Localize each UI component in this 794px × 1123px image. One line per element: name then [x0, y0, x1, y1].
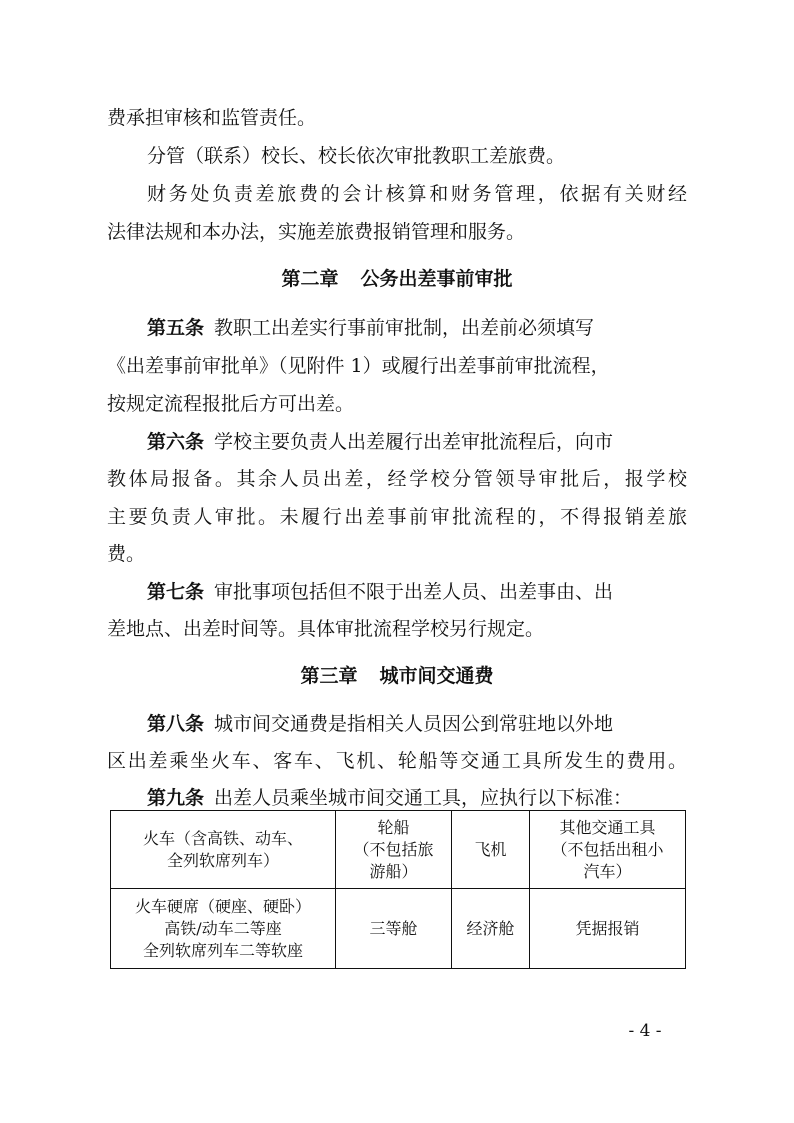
article-line: 区出差乘坐火车、客车、飞机、轮船等交通工具所发生的费用。	[107, 750, 687, 772]
article-line	[147, 786, 687, 810]
chapter-title: 公务出差事前审批	[360, 268, 513, 290]
article-text: 教职工出差实行事前审批制，出差前必须填写	[214, 317, 595, 339]
chapter-heading	[0, 267, 794, 291]
article-line	[147, 316, 687, 340]
paragraph-line: 费承担审核和监管责任。	[107, 107, 317, 129]
chapter-heading	[0, 664, 794, 688]
table-header-row	[111, 811, 686, 889]
article-line: 费。	[107, 543, 146, 565]
paragraph-line: 分管（联系）校长、校长依次审批教职工差旅费。	[147, 145, 566, 167]
article-line: 差地点、出差时间等。具体审批流程学校另行规定。	[107, 618, 545, 640]
article-label: 第七条	[147, 581, 205, 603]
paragraph-line: 财务处负责差旅费的会计核算和财务管理，依据有关财经	[147, 183, 687, 205]
table-header-cell: 火车（含高铁、动车、 全列软席列车）	[111, 811, 336, 889]
table-header-cell: 其他交通工具 （不包括出租小 汽车）	[530, 811, 686, 889]
article-line: 按规定流程报批后方可出差。	[107, 393, 355, 415]
article-line	[147, 430, 687, 454]
article-line: 主要负责人审批。未履行出差事前审批流程的，不得报销差旅	[107, 506, 687, 528]
article-line: 《出差事前审批单》（见附件 1）或履行出差事前审批流程，	[107, 355, 610, 377]
transport-standard-table	[110, 810, 686, 969]
article-line	[147, 712, 687, 736]
article-text: 出差人员乘坐城市间交通工具，应执行以下标准：	[214, 787, 633, 809]
table-cell: 经济舱	[452, 889, 530, 969]
table-row	[111, 889, 686, 969]
article-line: 教体局报备。其余人员出差，经学校分管领导审批后，报学校	[107, 468, 687, 490]
chapter-number: 第三章	[300, 665, 358, 687]
article-label: 第六条	[147, 431, 205, 453]
chapter-number: 第二章	[281, 268, 339, 290]
table-header-cell: 飞机	[452, 811, 530, 889]
article-label: 第八条	[147, 713, 205, 735]
article-label: 第九条	[147, 787, 205, 809]
article-text: 学校主要负责人出差履行出差审批流程后，向市	[214, 431, 614, 453]
article-text: 城市间交通费是指相关人员因公到常驻地以外地	[214, 713, 614, 735]
table-cell: 火车硬席（硬座、硬卧） 高铁/动车二等座 全列软席列车二等软座	[111, 889, 336, 969]
chapter-title: 城市间交通费	[379, 665, 494, 687]
article-line	[147, 580, 687, 604]
table-cell: 三等舱	[336, 889, 452, 969]
article-label: 第五条	[147, 317, 205, 339]
page-number: - 4 -	[628, 1021, 662, 1041]
article-text: 审批事项包括但不限于出差人员、出差事由、出	[214, 581, 614, 603]
paragraph-line: 法律法规和本办法，实施差旅费报销管理和服务。	[107, 221, 526, 243]
table-header-cell: 轮船 （不包括旅 游船）	[336, 811, 452, 889]
table-cell: 凭据报销	[530, 889, 686, 969]
